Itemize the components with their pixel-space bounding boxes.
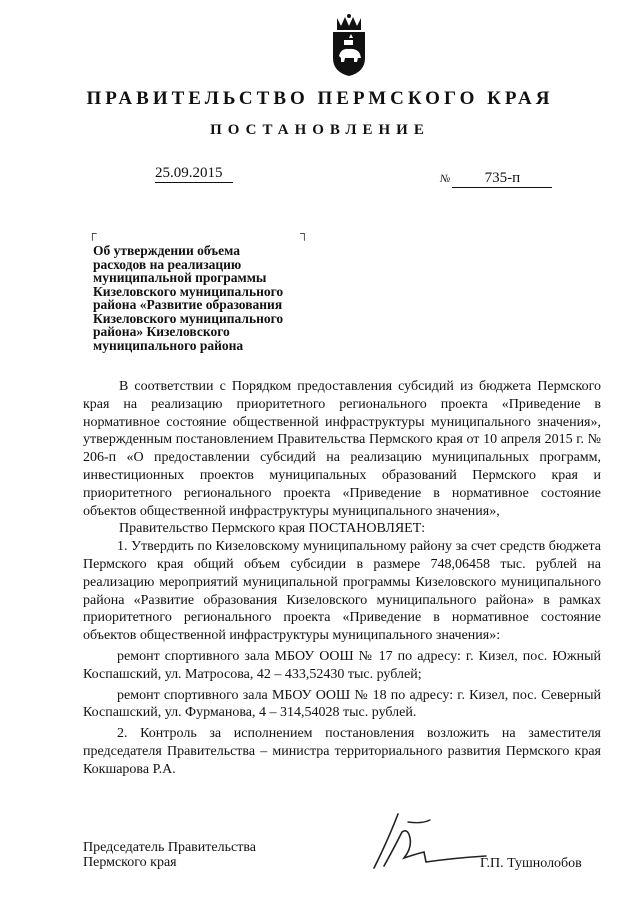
- corner-mark-right: ┐: [300, 226, 309, 240]
- document-number-block: [440, 170, 552, 188]
- subject-line: Об утверждении объема: [93, 243, 240, 258]
- subject-line: Кизеловского муниципального: [93, 310, 284, 326]
- signer-position-line: Председатель Правительства: [83, 840, 256, 855]
- item-1-paragraph: 1. Утвердить по Кизеловскому муниципальному району за счет средств бюджета Пермского края общий объем субсидии в размере 748,06458 тыс. рублей на реализацию мероприятий муниципальной программы Кизеловского муниципального района «Развитие образования Кизеловского муниципального района» в рамках приоритетного регионального проекта «Приведение в нормативное состояние объектов общественной инфраструктуры муниципального значения»:: [83, 539, 601, 644]
- subject-line: района» Кизеловского: [93, 324, 230, 339]
- corner-mark-left: ┌: [88, 226, 97, 240]
- signer-position-line: Пермского края: [83, 855, 177, 870]
- subject-line: района «Развитие образования: [93, 297, 283, 312]
- subject-line: муниципальной программы: [93, 270, 267, 285]
- number-label: №: [440, 173, 451, 185]
- signer-name: Г.П. Тушнолобов: [480, 856, 582, 871]
- subject-line: расходов на реализацию: [93, 256, 242, 272]
- decree-paragraph: Правительство Пермского края ПОСТАНОВЛЯЕТ:: [119, 521, 426, 537]
- item-2-paragraph: 2. Контроль за исполнением постановления возложить на заместителя председателя Правительства – министра территориального развития Пермского края Кокшарова Р.А.: [83, 726, 601, 777]
- subject-line: муниципального района: [93, 337, 244, 353]
- document-subject: [93, 244, 323, 352]
- coat-of-arms-icon: [327, 14, 371, 78]
- document-type: ПОСТАНОВЛЕНИЕ: [210, 122, 430, 138]
- handwritten-signature-icon: [364, 808, 494, 872]
- subject-line: Кизеловского муниципального: [93, 283, 284, 299]
- document-date: 25.09.2015: [155, 165, 233, 183]
- government-title: ПРАВИТЕЛЬСТВО ПЕРМСКОГО КРАЯ: [86, 88, 554, 109]
- item-1b-paragraph: ремонт спортивного зала МБОУ ООШ № 18 по адресу: г. Кизел, пос. Северный Коспашский, ул. Фурманова, 4 – 314,54028 тыс. рублей.: [83, 687, 601, 721]
- item-1a-paragraph: ремонт спортивного зала МБОУ ООШ № 17 по адресу: г. Кизел, пос. Южный Коспашский, ул. Матросова, 42 – 433,52430 тыс. рублей;: [83, 648, 601, 682]
- signer-position: [83, 840, 256, 870]
- document-number: 735-п: [452, 170, 552, 188]
- preamble-paragraph: В соответствии с Порядком предоставления субсидий из бюджета Пермского края на реализацию приоритетного регионального проекта «Приведение в нормативное состояние общественной инфраструктуры муниципального значения», утвержденным постановлением Правительства Пермского края от 10 апреля 2015 г. № 206-п «О предоставлении субсидий на реализацию муниципальных программ, инвестиционных проектов муниципальных образований Пермского края и приоритетного регионального проекта «Приведение в нормативное состояние объектов общественной инфраструктуры муниципального значения»,: [83, 379, 601, 519]
- document-body: [83, 378, 601, 779]
